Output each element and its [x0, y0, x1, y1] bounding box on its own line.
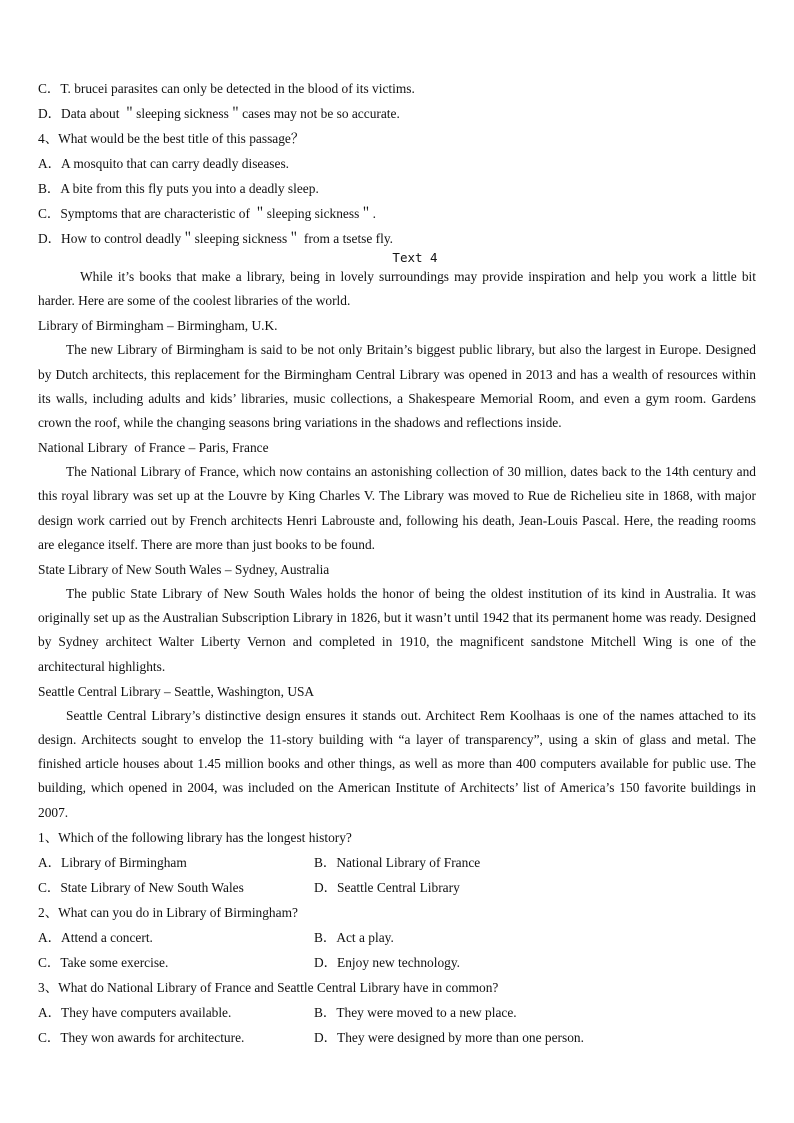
question-2-option-a: A．Attend a concert. [38, 929, 153, 945]
question-2-option-c: C．Take some exercise. [38, 954, 169, 970]
section-heading-france: National Library of France – Paris, France [38, 440, 269, 456]
question-3-option-c: C．They won awards for architecture. [38, 1029, 245, 1045]
question-2-option-b: B．Act a play. [314, 929, 394, 945]
question-3-option-b: B．They were moved to a new place. [314, 1004, 517, 1020]
prev-option-d: D．Data about ＂sleeping sickness＂cases may not be so accurate. [38, 106, 400, 121]
section-heading-seattle: Seattle Central Library – Seattle, Washington, USA [38, 683, 315, 699]
section-body-seattle: Seattle Central Library’s distinctive design ensures it stands out. Architect Rem Koolhaas is one of the names attached to its design. Architects sought to envelop the 11-story building with “a layer of transparency”, using a skin of glass and metal. The finished article houses about 1.45 million books and other things, as well as more than 400 computers available for public use. The building, which opened in 2004, was included on the American Institute of Architects’ list of America’s 150 favorite buildings in 2007. [38, 707, 756, 820]
question-1-option-c: C．State Library of New South Wales [38, 879, 244, 895]
section-body-nsw: The public State Library of New South Wales holds the honor of being the oldest institution of its kind in Australia. It was originally set up as the Australian Subscription Library in 1826, but it wasn’t until 1942 that its permanent home was ready. Designed by Sydney architect Walter Liberty Vernon and completed in 1910, the magnificent sandstone Mitchell Wing is one of the architectural highlights. [38, 586, 756, 674]
question-1-stem: 1、Which of the following library has the longest history? [38, 829, 352, 845]
passage-title: Text 4 [392, 250, 438, 265]
page-content [38, 76, 756, 1050]
question-1-options-ab [38, 850, 756, 875]
question-2-options-ab [38, 925, 756, 950]
question-3-stem: 3、What do National Library of France and Seattle Central Library have in common? [38, 979, 499, 995]
passage-intro: While it’s books that make a library, being in lovely surroundings may provide inspiration and help you work a little bit harder. Here are some of the coolest libraries of the world. [38, 269, 756, 309]
question-3-option-a: A．They have computers available. [38, 1004, 232, 1020]
prev-q4-option-a: A．A mosquito that can carry deadly diseases. [38, 156, 290, 171]
section-body-france: The National Library of France, which now contains an astonishing collection of 30 million, dates back to the 14th century and this royal library was set up at the Louvre by King Charles V. The Library was moved to Rue de Richelieu site in 1868, with major design work carried out by French architects Henri Labrouste and, following his death, Jean-Louis Pascal. Here, the reading rooms are elegance itself. There are more than just books to be found. [38, 464, 756, 552]
question-3-options-ab [38, 1000, 756, 1025]
prev-option-c: C．T. brucei parasites can only be detected in the blood of its victims. [38, 81, 415, 96]
prev-q4-option-c: C．Symptoms that are characteristic of ＂sleeping sickness＂. [38, 206, 377, 221]
prev-q4-stem: 4、What would be the best title of this passage？ [38, 131, 305, 146]
question-1-options-cd [38, 875, 756, 900]
question-3-option-d: D．They were designed by more than one person. [314, 1029, 584, 1045]
prev-q4-option-b: B．A bite from this fly puts you into a deadly sleep. [38, 181, 319, 196]
section-body-birmingham: The new Library of Birmingham is said to be not only Britain’s biggest public library, but also the largest in Europe. Designed by Dutch architects, this replacement for the Birmingham Central Library was opened in 2013 and has a wealth of resources within its walls, including adults and kids’ libraries, music collections, a Shakespeare Memorial Room, and even a gym room. Gardens crown the roof, while the changing seasons bring variations in the shadows and reflections inside. [38, 342, 756, 431]
section-heading-birmingham: Library of Birmingham – Birmingham, U.K. [38, 318, 278, 334]
question-1-option-a: A．Library of Birmingham [38, 854, 187, 870]
question-2-options-cd [38, 950, 756, 975]
question-1-option-d: D．Seattle Central Library [314, 879, 460, 895]
question-1-option-b: B．National Library of France [314, 854, 481, 870]
question-2-stem: 2、What can you do in Library of Birmingham? [38, 904, 298, 920]
question-3-options-cd [38, 1025, 756, 1050]
section-heading-nsw: State Library of New South Wales – Sydney, Australia [38, 562, 330, 578]
question-2-option-d: D．Enjoy new technology. [314, 954, 461, 970]
prev-q4-option-d: D．How to control deadly＂sleeping sickness＂ from a tsetse fly. [38, 231, 394, 246]
